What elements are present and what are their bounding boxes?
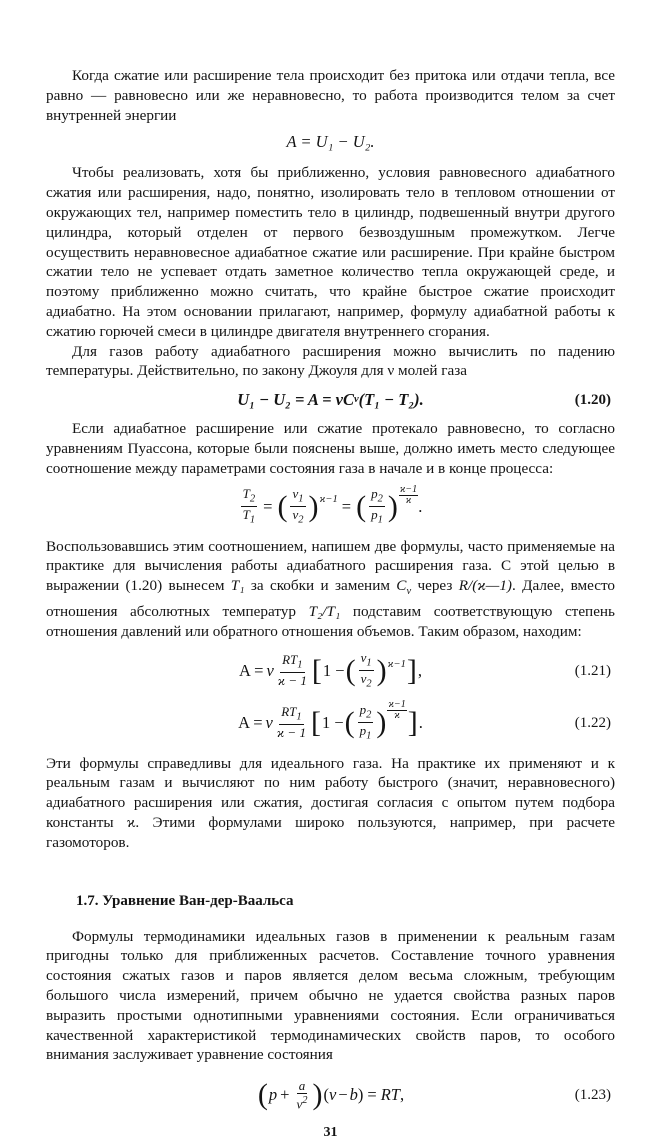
equation-number-1-23: (1.23) [574, 1087, 611, 1104]
paragraph-3: Для газов работу адиабатного расширения можно вычислить по падению температуры. Действительно, по закону Джоуля для ν молей газа [46, 342, 615, 380]
paragraph-2: Чтобы реализовать, хотя бы приближенно, условия равновесного адиабатного сжатия или расширения, надо, понятно, изолировать тело в тепловом отношении от окружающих тел, например поместить тело в цилиндр, подвешенный внутри другого цилиндра, который отделен от первого безвоздушным промежутком. Легче осуществить неравновесное адиабатное сжатие или расширение. При крайне быстром сжатии тело не успевает отдать заметное количество тепла окружающей среде, и поэтому приближенно можно считать, что крайне быстрое сжатие происходит адиабатно. На этом основании прилагают, например, формулу адиабатной работы к сжатию горючей смеси в цилиндре двигателя внутреннего сгорания. [46, 164, 615, 340]
equation-1-23: ( p + $\frac{a}{v^2}$ ) ( v − b ) = RT , (1.23) [257, 1077, 611, 1112]
paragraph-4: Если адиабатное расширение или сжатие протекало равновесно, то согласно уравнениям Пуассона, которые были пояснены выше, должно иметь место следующее соотношение между параметрами состояния газа в начале и в конце процесса: [46, 420, 615, 477]
paragraph-5: Воспользовавшись этим соотношением, напишем две формулы, часто применяемые на практике для вычисления работы адиабатного расширения газа. С этой целью в выражении (1.20) вынесем T₁ за скобки и заменим $C_v$ через R/(ϰ—1). Далее, вместо отношения абсолютных температур T₂/T₁ подставим соответствующую степень отношения давлений или обратного отношения объемов. Таким образом, находим: [46, 537, 615, 640]
equation-1-21: A = ν $\frac{RT_1}{ϰ - 1}$ [ 1 − ( $\frac{v_1}{v_2}$ ) $^{ϰ-1}$ ] , (1.21) [239, 650, 611, 690]
section-heading: 1.7. Уравнение Ван-дер-Ваальса [76, 892, 294, 909]
paragraph-1: Когда сжатие или расширение тела происходит без притока или отдачи тепла, все равно — равновесно или же неравновесно, то работа производится телом за счет внутренней энергии [46, 67, 615, 124]
page-number: 31 [323, 1125, 338, 1141]
paragraph-6: Эти формулы справедливы для идеального газа. На практике их применяют и к реальным газам и вычисляют по ним работу быстрого (значит, неравновесного) адиабатного расширения или сжатия, достигая согласия с опытом путем подбора константы ϰ. Этими формулами широко пользуются, например, при расчете газомоторов. [46, 754, 615, 851]
equation-1-20: U₁ − U₂ = A = νC v (T₁ − T₂). (1.20) [237, 390, 611, 410]
equation-number-1-21: (1.21) [574, 662, 611, 679]
equation-number-1-22: (1.22) [574, 714, 611, 731]
equation-poisson-relation: $\frac{T_2}{T_1}$ = ( $\frac{v_1}{v_2}$ ) $^{ϰ-1}$ = ( $\frac{p_2}{p_1}$ ) $\frac{ϰ-1}{ϰ}$ . [242, 483, 423, 526]
equation-number-1-20: (1.20) [574, 392, 611, 409]
paragraph-7: Формулы термодинамики идеальных газов в применении к реальным газам пригодны только для приближенных расчетов. Составление точного уравнения состояния сжатых газов и паров является делом весьма сложным, требующим большого числа измерений, причем обычно не удается свойства разных паров выразить простыми однотипными уравнениями состояния. Если ограничиваться качественной характеристикой термодинамических свойств паров, то особого внимания заслуживает уравнение состояния [46, 927, 615, 1064]
equation-1-22: A = ν $\frac{RT_1}{ϰ - 1}$ [ 1 − ( $\frac{p_2}{p_1}$ ) $\frac{ϰ-1}{ϰ}$ ] . (1.22) [238, 698, 611, 742]
eq-1-20-lhs: U₁ − U₂ = A = νC [237, 390, 354, 410]
equation-work-internal-energy: A = U₁ − U₂. [286, 132, 375, 152]
eq-1-20-rhs: (T₁ − T₂). [358, 390, 424, 410]
